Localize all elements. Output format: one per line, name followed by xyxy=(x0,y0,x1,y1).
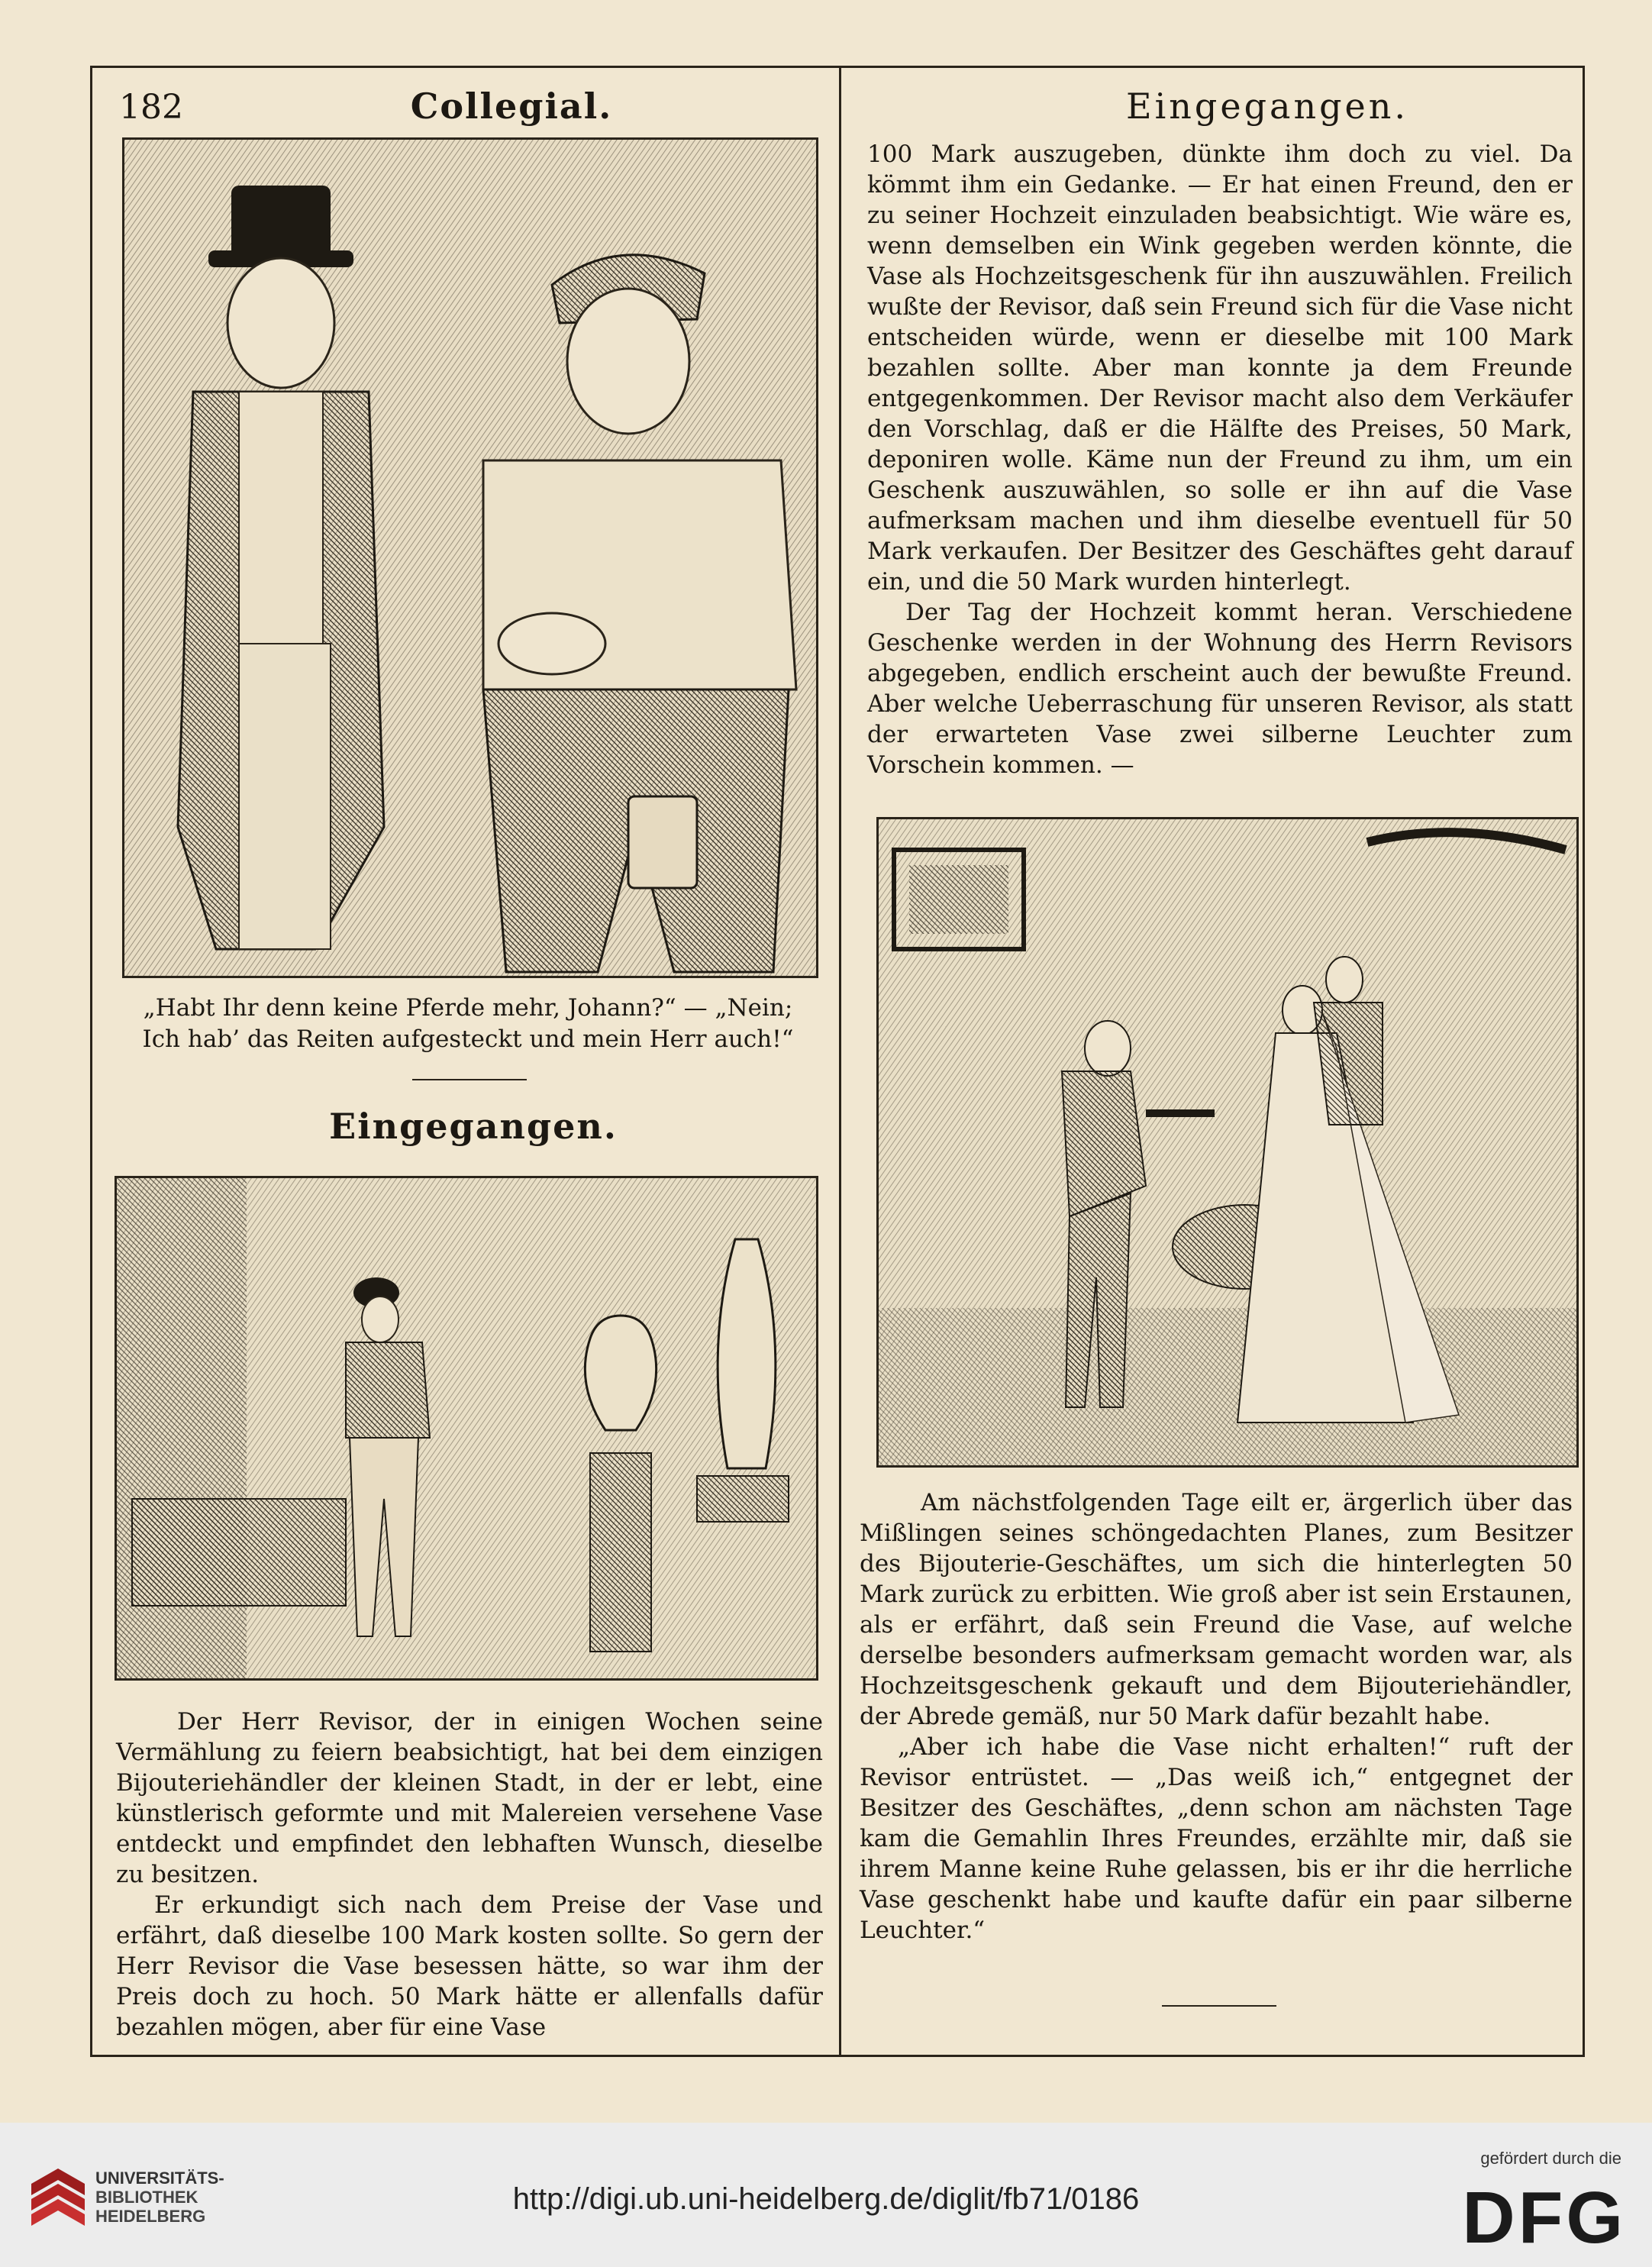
library-name-line: BIBLIOTHEK xyxy=(95,2188,198,2207)
collegial-caption: „Habt Ihr denn keine Pferde mehr, Johann?“ — „Nein; Ich hab’ das Reiten aufgesteckt und mein Herr auch!“ xyxy=(142,994,794,1053)
paragraph: Am nächstfolgenden Tage eilt er, ärgerlich über das Mißlingen seines schöngedachten Planes, zum Besitzer des Bijouterie-Geschäftes, um sich die hinterlegten 50 Mark zurück zu erbitten. Wie groß aber ist sein Erstaunen, als er erfährt, daß sein Freund die Vase, auf welche derselbe besonders aufmerksam gemacht worden war, als Hochzeitsgeschenk gekauft und dem Bijouteriehändler, der Abrede gemäß, nur 50 Mark dafür bezahlt habe. xyxy=(860,1489,1573,1730)
left-rule xyxy=(90,66,92,2057)
paragraph: Der Tag der Hochzeit kommt heran. Verschiedene Geschenke werden in der Wohnung des Herrn Revisors abgegeben, endlich erscheint auch der bewußte Freund. Aber welche Ueberraschung für unseren Revisor, als statt der erwarteten Vase zwei silberne Leuchter zum Vorschein kommen. — xyxy=(867,599,1573,779)
end-rule xyxy=(1162,2005,1276,2007)
library-name-line: HEIDELBERG xyxy=(95,2207,206,2226)
paragraph: „Aber ich habe die Vase nicht erhalten!“ ruft der Revisor entrüstet. — „Das weiß ich,“ entgegnet der Besitzer des Geschäftes, „denn schon am nächsten Tage kam die Gemahlin Ihres Freundes, erzählte mir, daß sie ihrem Manne keine Ruhe gelassen, bis er ihr die herrliche Vase geschenkt habe und kaufte dafür ein paar silberne Leuchter.“ xyxy=(860,1733,1573,1944)
paragraph: Der Herr Revisor, der in einigen Wochen seine Vermählung zu feiern beabsichtigt, hat bei dem einzigen Bijouteriehändler der kleinen Stadt, in der er lebt, eine künstlerisch geformte und mit Malereien versehene Vase entdeckt und empfindet den lebhaften Wunsch, dieselbe zu besitzen. xyxy=(116,1708,823,1888)
bottom-rule xyxy=(90,2055,1585,2057)
wedding-illustration xyxy=(876,817,1579,1468)
right-page-title: Eingegangen. xyxy=(1126,86,1408,127)
right-column-text-top xyxy=(867,139,1573,780)
collegial-illustration xyxy=(122,137,818,978)
page-number: 182 xyxy=(119,88,183,127)
dfg-logo: DFG xyxy=(1462,2177,1626,2259)
digital-library-footer xyxy=(0,2123,1652,2267)
permalink-url[interactable]: http://digi.ub.uni-heidelberg.de/diglit/fb71/0186 xyxy=(512,2182,1140,2216)
library-name-line: UNIVERSITÄTS- xyxy=(95,2169,224,2188)
paragraph: 100 Mark auszugeben, dünkte ihm doch zu viel. Da kömmt ihm ein Gedanke. — Er hat einen Freund, den er zu seiner Hochzeit einzuladen beabsichtigt. Wie wäre es, wenn demselben ein Wink gegeben werden könnte, die Vase als Hochzeitsgeschenk für ihn auszuwählen. Freilich wußte der Revisor, daß sein Freund sich für die Vase nicht entscheiden würde, wenn er dieselbe mit 100 Mark bezahlen sollte. Aber man konnte ja dem Freunde entgegenkommen. Der Revisor macht also dem Verkäufer den Vorschlag, daß er die Hälfte des Preises, 50 Mark, deponiren wolle. Käme nun der Freund zu ihm, um ein Geschenk auszuwählen, so solle er ihn auf die Vase aufmerksam machen und ihm dieselbe eventuell für 50 Mark verkaufen. Der Besitzer des Geschäftes geht darauf ein, und die 50 Mark wurden hinterlegt. xyxy=(867,140,1573,596)
top-rule xyxy=(90,66,1585,68)
funding-label: gefördert durch die xyxy=(1480,2149,1621,2168)
left-page-title: Collegial. xyxy=(410,86,613,127)
right-column-text-bottom xyxy=(860,1487,1573,1946)
paragraph: Er erkundigt sich nach dem Preise der Vase und erfährt, daß dieselbe 100 Mark kosten sollte. So gern der Herr Revisor die Vase besessen hätte, so war ihm der Preis doch zu hoch. 50 Mark hätte er allenfalls dafür bezahlen mögen, aber für eine Vase xyxy=(116,1891,823,2041)
right-rule xyxy=(1583,66,1585,2057)
woodcut-vase-shop-icon xyxy=(117,1178,816,1678)
column-divider xyxy=(839,66,841,2057)
section-title: Eingegangen. xyxy=(329,1106,618,1147)
caption-rule xyxy=(412,1079,527,1080)
vase-shop-illustration xyxy=(115,1176,818,1681)
woodcut-wedding-gift-icon xyxy=(879,819,1576,1465)
left-column-text xyxy=(116,1707,823,2043)
woodcut-two-men-icon xyxy=(124,140,816,976)
